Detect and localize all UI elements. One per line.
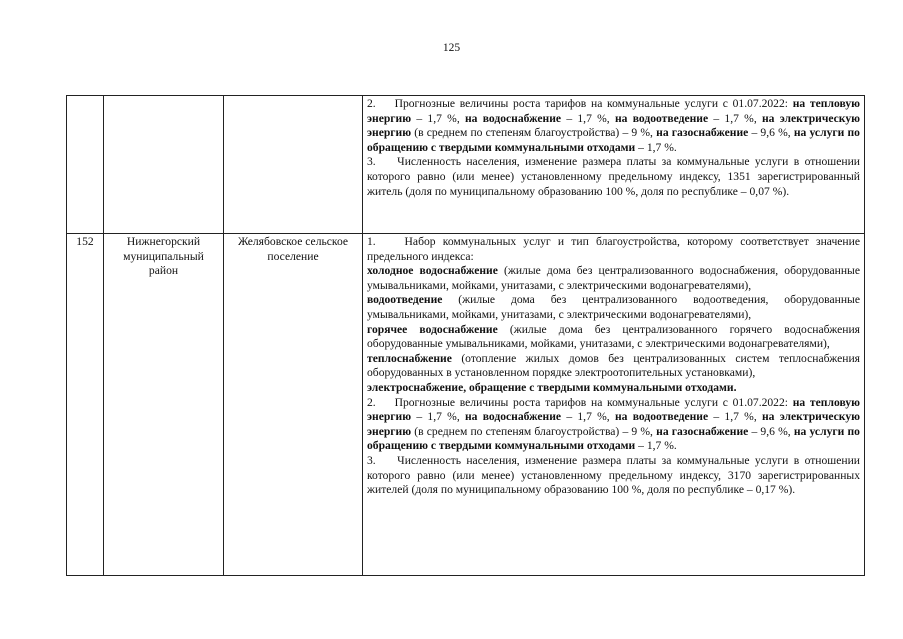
settlement-cell bbox=[224, 96, 363, 234]
table-row bbox=[67, 234, 865, 576]
population-paragraph: 3. Численность населения, изменение размера платы за коммунальные услуги в отношении которого равно (или менее) установленному предельному индексу, 3170 зарегистрированных жителей (доля по муниципальному образованию 100 %, доля по республике – 0,17 %). bbox=[367, 453, 860, 497]
settlement-cell: Желябовское сельское поселение bbox=[224, 234, 363, 576]
service-heating: теплоснабжение (отопление жилых домов без централизованных систем теплоснабжения оборудованных в установленном порядке электроотопительных установками), bbox=[367, 351, 860, 380]
tariff-table bbox=[66, 95, 865, 576]
services-intro: 1. Набор коммунальных услуг и тип благоустройства, которому соответствует значение предельного индекса: bbox=[367, 235, 860, 263]
service-drainage: водоотведение (жилые дома без централизованного водоотведения, оборудованные умывальниками, мойками, унитазами, с электрическими водонагревателями), bbox=[367, 293, 860, 321]
row-number-cell bbox=[67, 96, 104, 234]
district-cell bbox=[104, 96, 224, 234]
service-cold-water: холодное водоснабжение (жилые дома без централизованного водоснабжения, оборудованные умывальниками, мойками, унитазами, с электрическими водонагревателями), bbox=[367, 264, 860, 292]
tariff-paragraph: 2. Прогнозные величины роста тарифов на коммунальные услуги с 01.07.2022: на тепловую энергию – 1,7 %, на водоснабжение – 1,7 %, на водоотведение – 1,7 %, на электрическую энергию (в среднем по степеням благоустройства) – 9 %, на газоснабжение – 9,6 %, на услуги по обращению с твердыми коммунальными отходами – 1,7 %. bbox=[367, 395, 860, 453]
service-hot-water: горячее водоснабжение (жилые дома без централизованного горячего водоснабжения оборудованные умывальниками, мойками, унитазами, с электрическими водонагревателями), bbox=[367, 322, 860, 351]
district-cell: Нижнегорский муниципальный район bbox=[104, 234, 224, 576]
service-electricity-waste: электроснабжение, обращение с твердыми коммунальными отходами. bbox=[367, 380, 737, 394]
description-cell bbox=[363, 234, 865, 576]
table-row bbox=[67, 96, 865, 234]
tariff-paragraph: 2. Прогнозные величины роста тарифов на коммунальные услуги с 01.07.2022: на тепловую энергию – 1,7 %, на водоснабжение – 1,7 %, на водоотведение – 1,7 %, на электрическую энергию (в среднем по степеням благоустройства) – 9 %, на газоснабжение – 9,6 %, на услуги по обращению с твердыми коммунальными отходами – 1,7 %. bbox=[367, 97, 860, 154]
page-number: 125 bbox=[442, 42, 461, 54]
row-number-cell: 152 bbox=[67, 234, 104, 576]
population-paragraph: 3. Численность населения, изменение размера платы за коммунальные услуги в отношении которого равно (или менее) установленному предельному индексу, 1351 зарегистрированный житель (доля по муниципальному образованию 100 %, доля по республике – 0,07 %). bbox=[367, 155, 860, 198]
description-cell bbox=[363, 96, 865, 234]
